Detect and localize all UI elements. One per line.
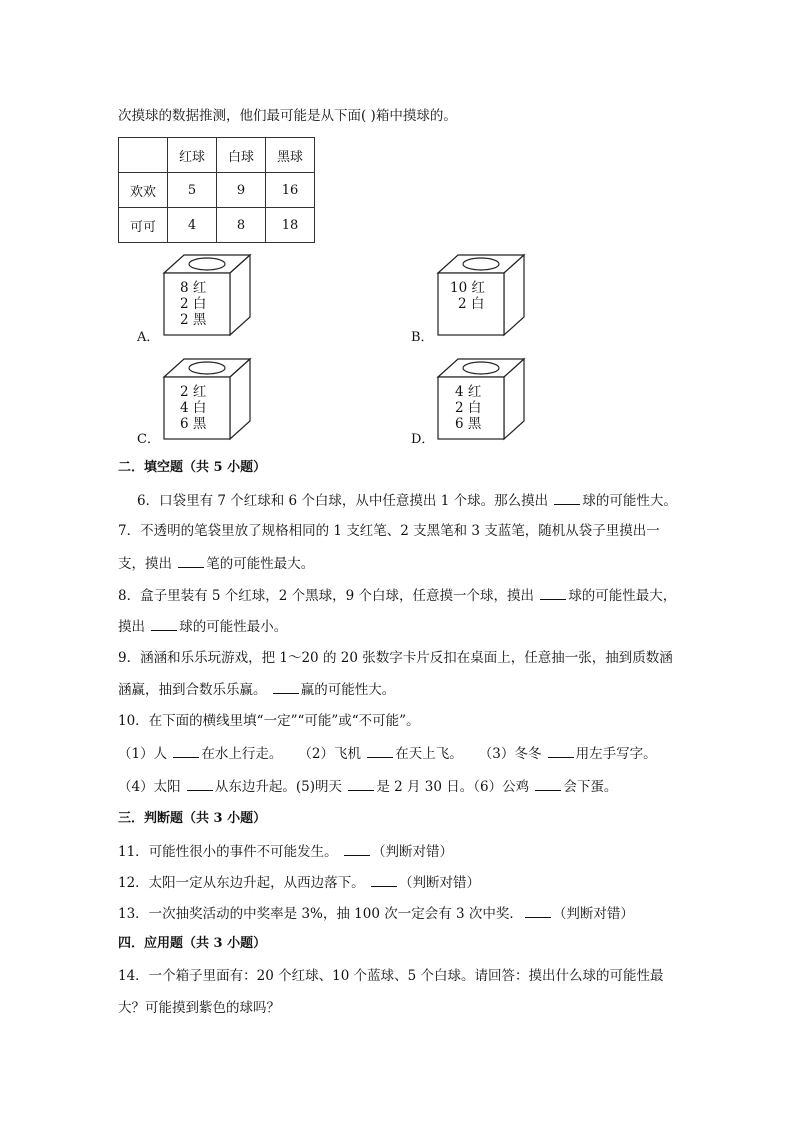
option-d-contents — [455, 384, 481, 432]
question-text: （判断对错） — [398, 875, 480, 891]
question-text: （1）人 — [118, 746, 172, 762]
answer-blank[interactable] — [367, 744, 393, 758]
question-7-line-1: 7．不透明的笔袋里放了规格相同的 1 支红笔、2 支黑笔和 3 支蓝笔，随机从袋子里摸出一 — [118, 523, 660, 539]
table-header-cell: 红球 — [168, 138, 217, 173]
question-text: 8．盒子里装有 5 个红球，2 个黑球，9 个白球，任意摸一个球，摸出 — [118, 588, 539, 604]
table-header-cell — [119, 138, 168, 173]
question-9-line-1: 9．涵涵和乐乐玩游戏，把 1～20 的 20 张数字卡片反扣在桌面上，任意抽一张，抽到质数涵 — [118, 650, 673, 666]
option-a-box-figure — [162, 253, 252, 337]
question-text: 球的可能性大。 — [582, 493, 677, 509]
question-text: 6．口袋里有 7 个红球和 6 个白球，从中任意摸出 1 个球。那么摸出 — [137, 493, 553, 509]
option-d-line: 2 白 — [455, 400, 482, 416]
question-8-line-2 — [118, 617, 287, 636]
table-header-cell: 白球 — [217, 138, 266, 173]
answer-blank[interactable] — [525, 904, 551, 918]
question-text: （6）公鸡 — [473, 779, 534, 795]
question-text: 用左手写字。 — [575, 746, 657, 762]
question-6 — [137, 491, 677, 510]
question-12 — [118, 873, 480, 892]
question-text: 涵赢，抽到合数乐乐赢。 — [118, 682, 271, 698]
question-text: 笔的可能性最大。 — [206, 556, 315, 572]
answer-blank[interactable] — [151, 617, 177, 631]
question-11 — [118, 842, 453, 861]
table-header-cell: 黑球 — [266, 138, 315, 173]
table-cell: 4 — [168, 208, 217, 243]
answer-blank[interactable] — [178, 554, 204, 568]
option-b-line: 2 白 — [458, 296, 485, 312]
question-text: 球的可能性最大， — [568, 588, 677, 604]
option-a-contents — [180, 280, 206, 328]
answer-blank[interactable] — [554, 491, 580, 505]
table-cell: 16 — [266, 173, 315, 208]
option-c-line: 2 红 — [180, 384, 207, 400]
section-title-judgement: 三．判断题（共 3 小题） — [118, 811, 267, 826]
option-b-label: B． — [411, 330, 434, 345]
answer-blank[interactable] — [344, 842, 370, 856]
answer-blank[interactable] — [273, 680, 299, 694]
answer-blank[interactable] — [348, 777, 374, 791]
question-text: 13．一次抽奖活动的中奖率是 3%，抽 100 次一定会有 3 次中奖． — [118, 906, 523, 922]
question-10-row-1 — [118, 744, 657, 763]
question-10-row-2 — [118, 777, 617, 796]
option-a-line: 2 黑 — [180, 312, 207, 328]
option-a-line: 8 红 — [180, 280, 207, 296]
table-cell: 8 — [217, 208, 266, 243]
question-text: （判断对错） — [552, 906, 634, 922]
table-cell: 欢欢 — [119, 173, 168, 208]
option-d-line: 6 黑 — [455, 416, 482, 432]
question-text: （4）太阳 — [118, 779, 185, 795]
question-text: 是 2 月 30 日。 — [376, 779, 474, 795]
table-row — [119, 173, 315, 208]
intro-question-text: 次摸球的数据推测，他们最可能是从下面( )箱中摸球的。 — [118, 108, 457, 124]
answer-blank[interactable] — [540, 586, 566, 600]
question-13 — [118, 904, 634, 923]
question-9 — [118, 680, 395, 699]
table-row — [119, 208, 315, 243]
question-text: 会下蛋。 — [563, 779, 618, 795]
option-a-label: A． — [137, 330, 160, 345]
question-text: （2）飞机 — [298, 746, 366, 762]
question-text: 在水上行走。 — [201, 746, 283, 762]
question-text: 球的可能性最小。 — [179, 619, 288, 635]
option-b-line: 10 红 — [450, 280, 485, 296]
section-title-application: 四．应用题（共 3 小题） — [118, 936, 267, 951]
question-text: 赢的可能性大。 — [300, 682, 396, 698]
question-text: 在天上飞。 — [395, 746, 463, 762]
table-cell: 9 — [217, 173, 266, 208]
question-text: （判断对错） — [371, 844, 453, 860]
question-text: 从东边升起。 — [214, 779, 296, 795]
question-text: 支，摸出 — [118, 556, 177, 572]
table-header-row — [119, 138, 315, 173]
option-c-box-figure — [162, 357, 252, 441]
answer-blank[interactable] — [371, 873, 397, 887]
question-8 — [118, 586, 676, 605]
answer-blank[interactable] — [187, 777, 213, 791]
question-10-intro: 10．在下面的横线里填“一定”“可能”或“不可能”。 — [118, 713, 420, 729]
question-text: （3）冬冬 — [478, 746, 546, 762]
ball-count-table — [118, 137, 315, 243]
question-text: (5)明天 — [295, 779, 347, 795]
question-14-line-2: 大？可能摸到紫色的球吗？ — [118, 1000, 280, 1016]
option-b-contents — [450, 280, 485, 312]
table-cell: 可可 — [119, 208, 168, 243]
option-d-line: 4 红 — [455, 384, 482, 400]
option-a-line: 2 白 — [180, 296, 207, 312]
answer-blank[interactable] — [173, 744, 199, 758]
question-text: 摸出 — [118, 619, 150, 635]
answer-blank[interactable] — [548, 744, 574, 758]
table-cell: 5 — [168, 173, 217, 208]
option-c-contents — [180, 384, 206, 432]
question-14-line-1: 14．一个箱子里面有：20 个红球、10 个蓝球、5 个白球。请回答：摸出什么球的可能性最 — [118, 968, 664, 984]
option-c-line: 6 黑 — [180, 416, 207, 432]
question-7 — [118, 554, 314, 573]
option-c-line: 4 白 — [180, 400, 207, 416]
table-cell: 18 — [266, 208, 315, 243]
section-title-fill-in: 二．填空题（共 5 小题） — [118, 460, 267, 475]
answer-blank[interactable] — [535, 777, 561, 791]
option-d-label: D． — [411, 432, 435, 447]
question-text: 11．可能性很小的事件不可能发生。 — [118, 844, 342, 860]
question-text: 12．太阳一定从东边升起，从西边落下。 — [118, 875, 369, 891]
option-c-label: C． — [137, 432, 160, 447]
